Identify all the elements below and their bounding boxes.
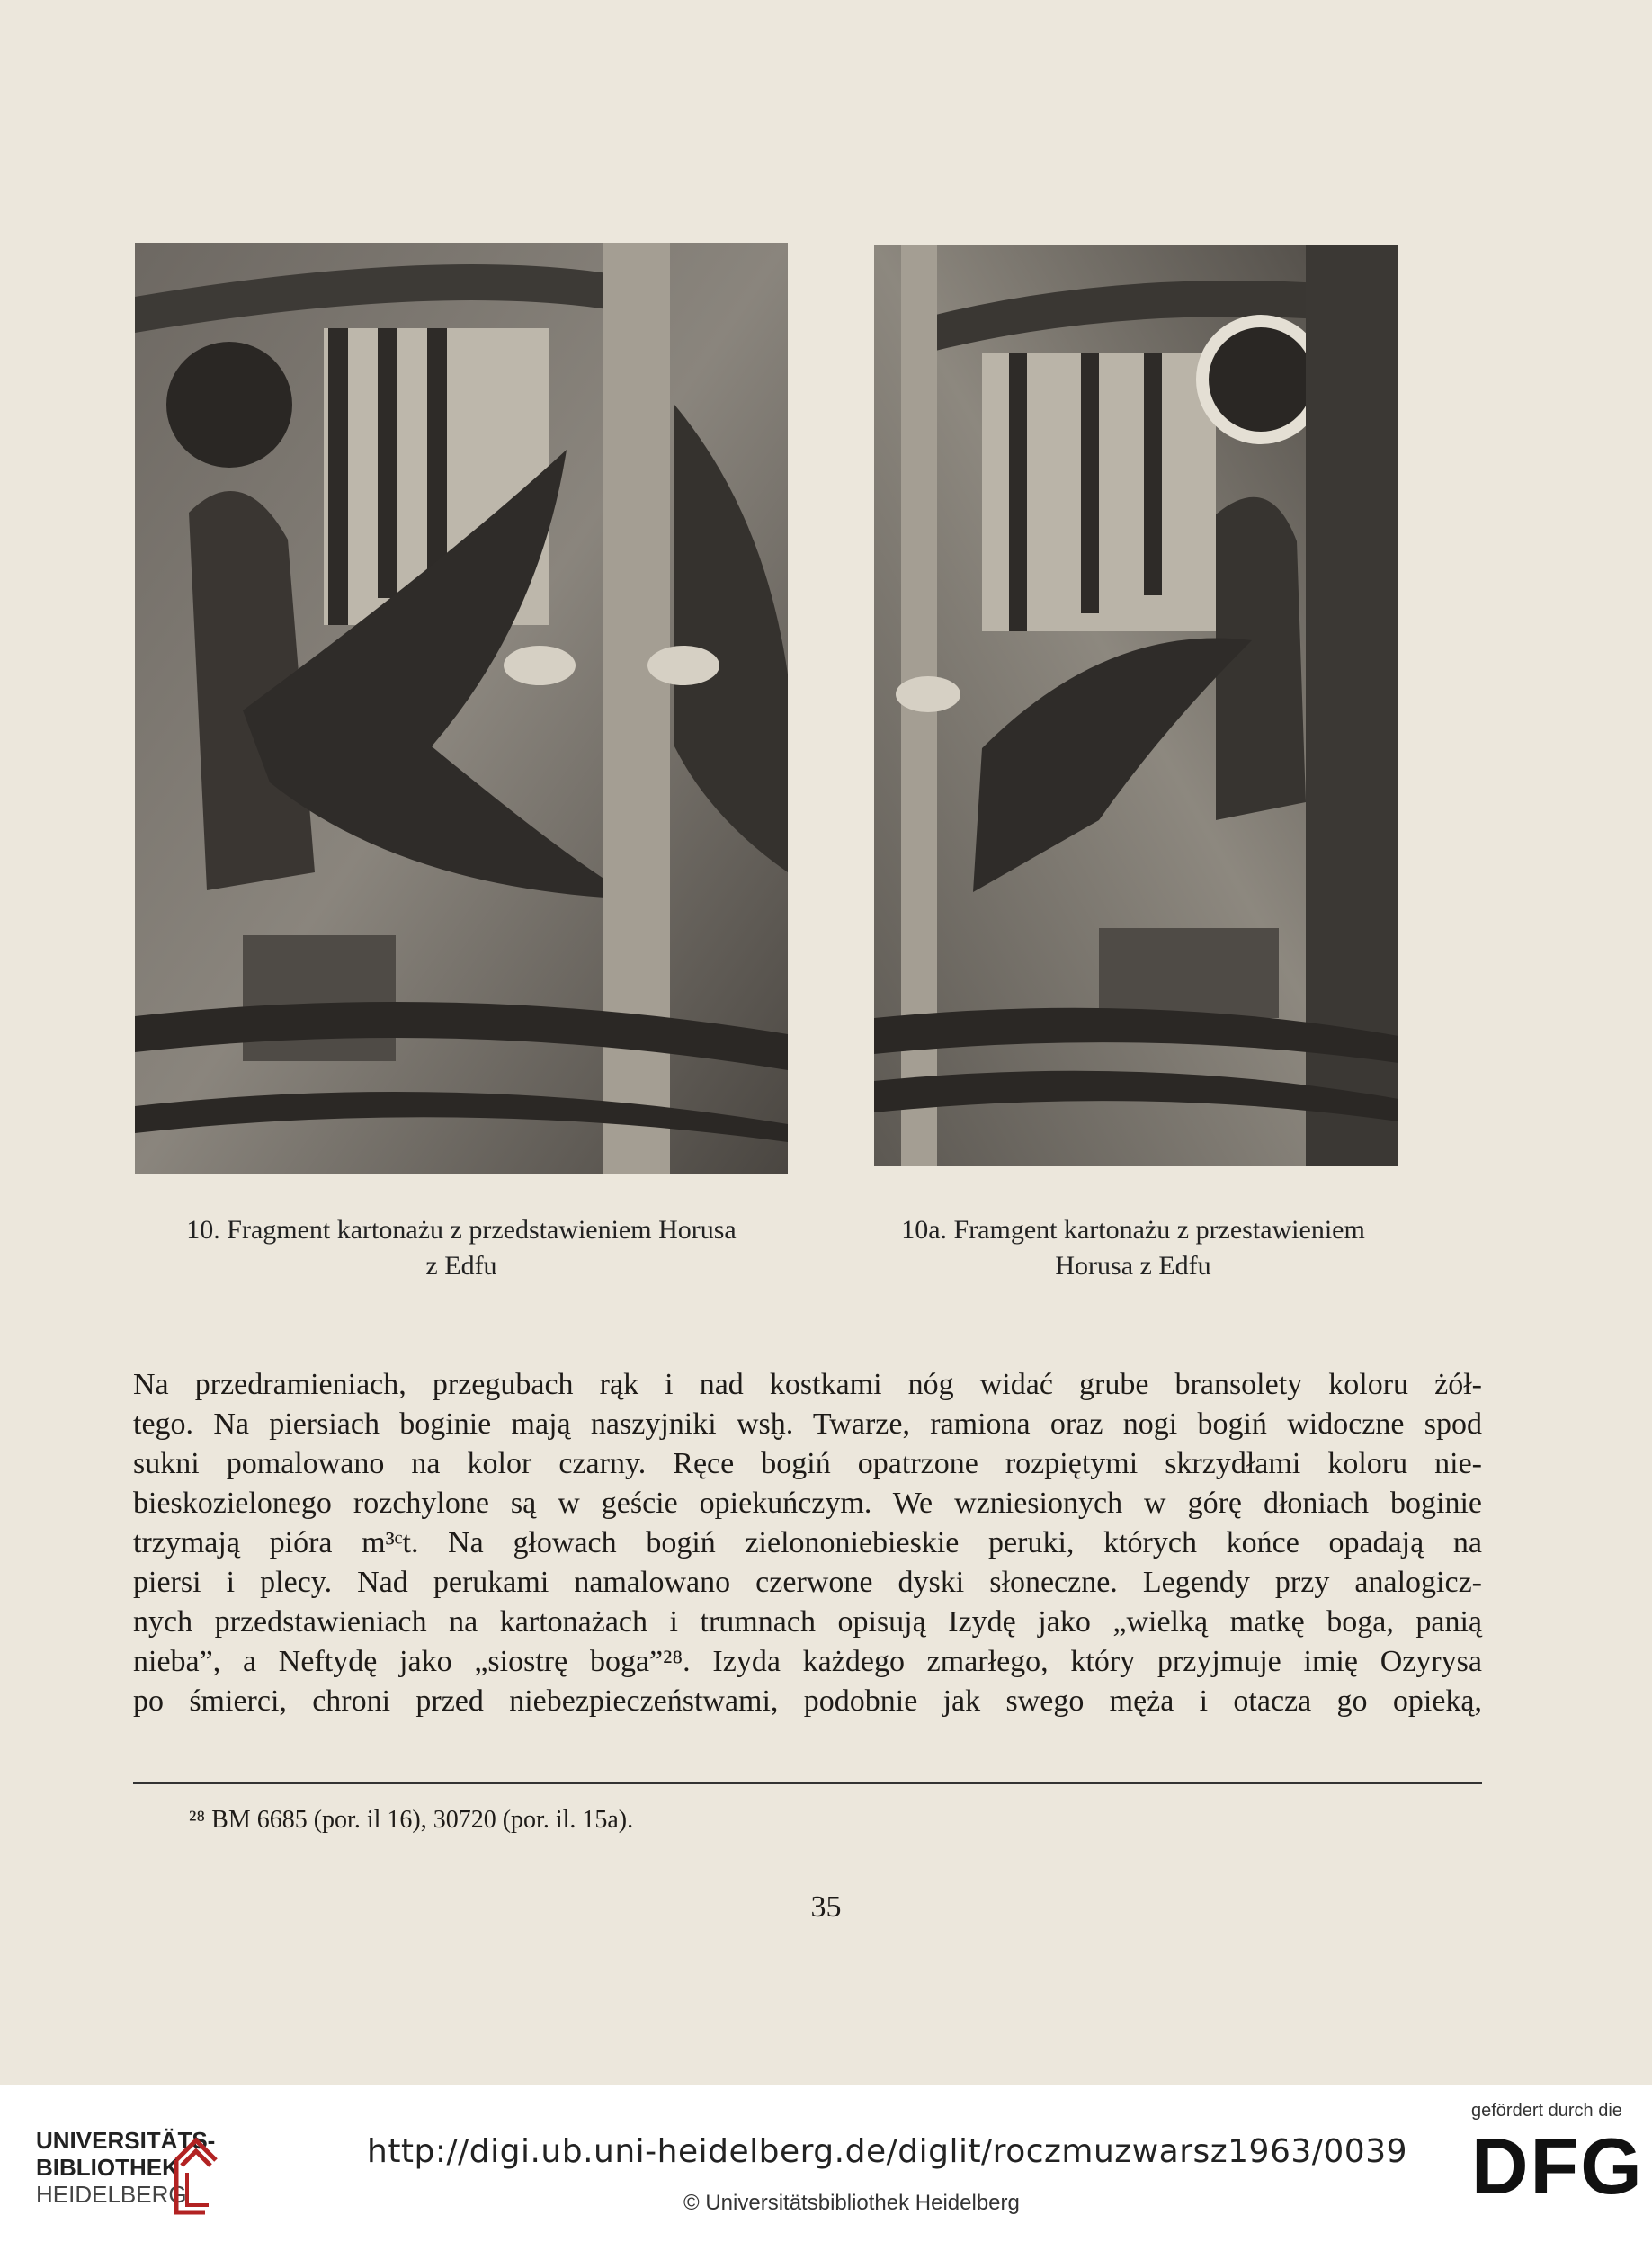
body-line: sukni pomalowano na kolor czarny. Ręce bogiń opatrzone rozpiętymi skrzydłami koloru nie- [133, 1447, 1482, 1480]
body-line: po śmierci, chroni przed niebezpieczeństwami, podobnie jak swego męża i otacza go opieką, [133, 1684, 1482, 1718]
library-name-line2: BIBLIOTHEK [36, 2154, 179, 2181]
figure-10a-photo [874, 245, 1398, 1166]
funder-note: gefördert durch die [1471, 2101, 1622, 2121]
body-paragraph [133, 1365, 1482, 1721]
body-line: nych przedstawieniach na kartonażach i trumnach opisują Izydę jako „wielką matkę boga, panią [133, 1605, 1482, 1639]
figure-10a-caption [845, 1212, 1421, 1284]
figure-10a-caption-line1: 10a. Framgent kartonażu z przestawieniem [901, 1215, 1365, 1245]
library-name-line3: HEIDELBERG [36, 2181, 187, 2208]
source-url-link[interactable]: http://digi.ub.uni-heidelberg.de/diglit/roczmuzwarsz1963/0039 [367, 2133, 1408, 2170]
figure-10-caption-line2: z Edfu [425, 1251, 497, 1281]
footnote-28: ²⁸ BM 6685 (por. il 16), 30720 (por. il. 15a). [189, 1806, 634, 1834]
body-line: nieba”, a Neftydę jako „siostrę boga”²⁸. Izyda każdego zmarłego, który przyjmuje imię Ozyrysa [133, 1645, 1482, 1678]
library-logo-icon [169, 2133, 223, 2219]
body-line: bieskozielonego rozchylone są w geście opiekuńczym. We wzniesionych w górę dłoniach boginie [133, 1487, 1482, 1520]
figure-10-caption-line1: 10. Fragment kartonażu z przedstawieniem Horusa [186, 1215, 737, 1245]
library-name-line1: UNIVERSITÄTS- [36, 2127, 216, 2154]
copyright-text: © Universitätsbibliothek Heidelberg [683, 2191, 1020, 2215]
footnote-divider [133, 1782, 1482, 1784]
body-line: Na przedramieniach, przegubach rąk i nad kostkami nóg widać grube bransolety koloru żół- [133, 1368, 1482, 1401]
page-number: 35 [810, 1890, 842, 1924]
body-line: tego. Na piersiach boginie mają naszyjniki wsḫ. Twarze, ramiona oraz nogi bogiń widoczne spod [133, 1407, 1482, 1441]
body-line: piersi i plecy. Nad perukami namalowano czerwone dyski słoneczne. Legendy przy analogicz- [133, 1566, 1482, 1599]
figure-10-photo [135, 243, 788, 1174]
figure-10a-caption-line2: Horusa z Edfu [1055, 1251, 1211, 1281]
body-line: trzymają pióra m³ᶜt. Na głowach bogiń zielononiebieskie peruki, których końce opadają na [133, 1526, 1482, 1559]
dfg-logo: DFG [1471, 2121, 1644, 2211]
figure-10-caption [135, 1212, 788, 1284]
